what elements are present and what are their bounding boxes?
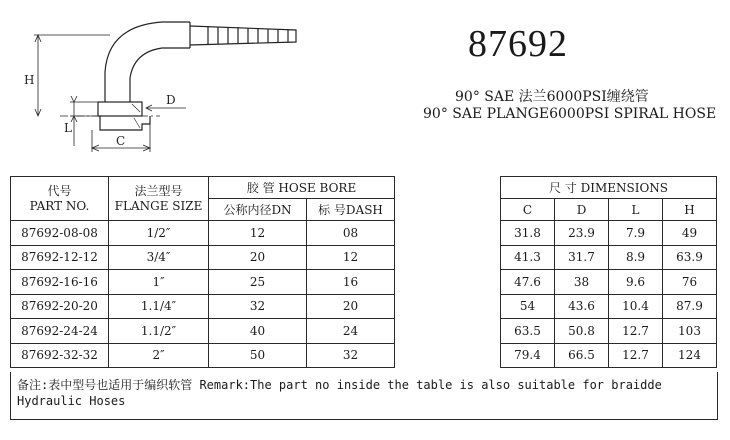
- fitting-drawing: [0, 0, 360, 160]
- header-flange-en: FLANGE SIZE: [114, 198, 203, 213]
- cell-dash: 12: [307, 245, 395, 270]
- header-hose-bore: 胶 管 HOSE BORE: [209, 177, 395, 199]
- cell-part: 87692-32-32: [11, 343, 109, 368]
- cell-l: 9.6: [609, 270, 663, 295]
- cell-flange: 1″: [109, 270, 209, 295]
- cell-flange: 3/4″: [109, 245, 209, 270]
- cell-flange: 1.1/4″: [109, 294, 209, 319]
- cell-l: 8.9: [609, 245, 663, 270]
- cell-dn: 50: [209, 343, 307, 368]
- cell-dn: 40: [209, 319, 307, 344]
- header-part-no: [11, 177, 109, 221]
- cell-d: 66.5: [555, 343, 609, 368]
- dim-label-l: L: [64, 121, 72, 135]
- title-chinese: 90° SAE 法兰6000PSI缠绕管: [455, 89, 649, 105]
- part-number-title: 87692: [468, 23, 568, 65]
- header-dim-c: C: [501, 199, 555, 221]
- cell-h: 103: [663, 319, 717, 344]
- header-dim-h: H: [663, 199, 717, 221]
- cell-h: 87.9: [663, 294, 717, 319]
- cell-dash: 20: [307, 294, 395, 319]
- cell-d: 38: [555, 270, 609, 295]
- cell-dn: 25: [209, 270, 307, 295]
- cell-l: 12.7: [609, 319, 663, 344]
- header-part-en: PART NO.: [29, 198, 90, 213]
- cell-d: 43.6: [555, 294, 609, 319]
- dim-label-h: H: [24, 73, 35, 87]
- cell-l: 10.4: [609, 294, 663, 319]
- cell-flange: 1/2″: [109, 221, 209, 246]
- remark-line-2: Hydraulic Hoses: [17, 394, 126, 408]
- cell-c: 31.8: [501, 221, 555, 246]
- cell-dn: 32: [209, 294, 307, 319]
- header-dimensions: 尺 寸 DIMENSIONS: [501, 177, 717, 199]
- table-row: [11, 319, 717, 344]
- cell-h: 76: [663, 270, 717, 295]
- cell-h: 124: [663, 343, 717, 368]
- cell-dn: 12: [209, 221, 307, 246]
- cell-h: 63.9: [663, 245, 717, 270]
- remark-line-1: 备注:表中型号也适用于编织软管 Remark:The part no inside the table is also suitable for braidde: [17, 378, 662, 392]
- table-row: [11, 294, 717, 319]
- header-bore-dash: 标 号DASH: [307, 199, 395, 221]
- table-gap: [395, 177, 501, 368]
- header-flange-size: [109, 177, 209, 221]
- cell-c: 47.6: [501, 270, 555, 295]
- cell-c: 41.3: [501, 245, 555, 270]
- table-row: [11, 343, 717, 368]
- cell-c: 63.5: [501, 319, 555, 344]
- cell-d: 50.8: [555, 319, 609, 344]
- header-part-cn: 代号: [47, 183, 72, 198]
- cell-d: 23.9: [555, 221, 609, 246]
- cell-part: 87692-12-12: [11, 245, 109, 270]
- cell-flange: 2″: [109, 343, 209, 368]
- cell-l: 7.9: [609, 221, 663, 246]
- cell-dn: 20: [209, 245, 307, 270]
- table-row: [11, 245, 717, 270]
- header-dim-d: D: [555, 199, 609, 221]
- cell-dash: 32: [307, 343, 395, 368]
- table-row: [11, 270, 717, 295]
- cell-dash: 16: [307, 270, 395, 295]
- cell-dash: 24: [307, 319, 395, 344]
- cell-part: 87692-08-08: [11, 221, 109, 246]
- header-bore-dn: 公称内径DN: [209, 199, 307, 221]
- cell-part: 87692-20-20: [11, 294, 109, 319]
- cell-c: 54: [501, 294, 555, 319]
- header-flange-cn: 法兰型号: [134, 183, 183, 198]
- table-row: [11, 221, 717, 246]
- cell-h: 49: [663, 221, 717, 246]
- cell-l: 12.7: [609, 343, 663, 368]
- cell-flange: 1.1/2″: [109, 319, 209, 344]
- dim-label-d: D: [166, 93, 176, 107]
- cell-part: 87692-16-16: [11, 270, 109, 295]
- cell-d: 31.7: [555, 245, 609, 270]
- cell-dash: 08: [307, 221, 395, 246]
- header-dim-l: L: [609, 199, 663, 221]
- dim-label-c: C: [116, 134, 126, 148]
- title-english: 90° SAE PLANGE6000PSI SPIRAL HOSE: [423, 106, 717, 122]
- cell-c: 79.4: [501, 343, 555, 368]
- dimensions-table: [10, 176, 717, 368]
- remark-note: [10, 372, 718, 420]
- cell-part: 87692-24-24: [11, 319, 109, 344]
